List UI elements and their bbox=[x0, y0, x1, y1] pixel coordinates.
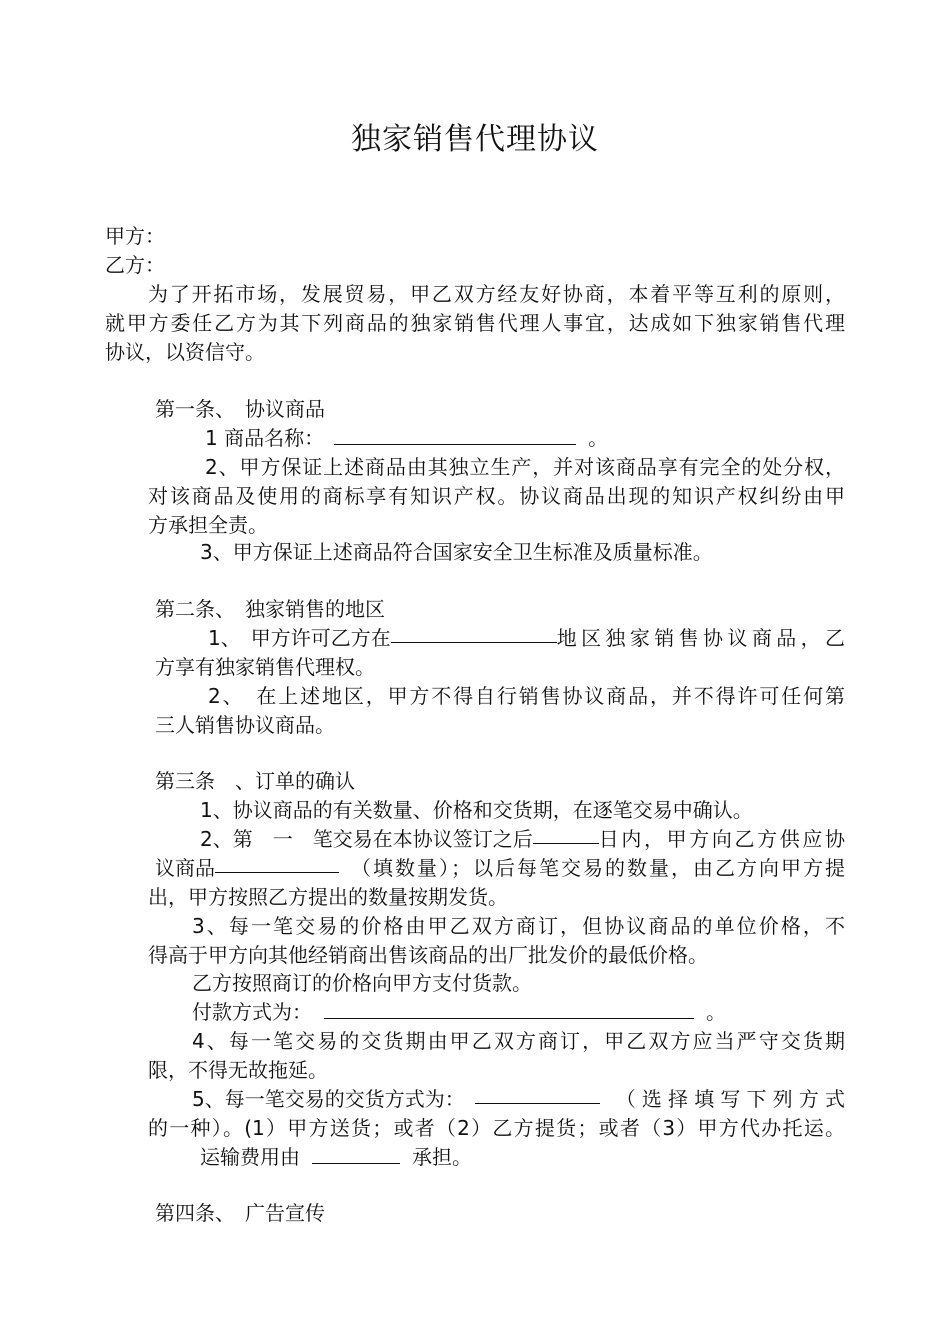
days-blank bbox=[533, 825, 599, 844]
article-1-item-1-text: 1 商品名称： bbox=[205, 426, 325, 450]
article-3-heading: 第三条 、订单的确认 bbox=[155, 769, 355, 793]
article-3-item-5-line-2: 的一种）。(1）甲方送货；或者（2）乙方提货；或者（3）甲方代办托运。 bbox=[148, 1116, 845, 1140]
quantity-blank bbox=[215, 854, 339, 873]
region-blank bbox=[391, 624, 557, 643]
delivery-method-blank bbox=[475, 1085, 600, 1104]
article-1-item-2-line-2: 对该商品及使用的商标享有知识产权。协议商品出现的知识产权纠纷由甲 bbox=[148, 484, 845, 508]
article-2-item-2-line-2: 三人销售协议商品。 bbox=[155, 713, 335, 737]
freight-text: 运输费用由 bbox=[200, 1145, 300, 1169]
article-3-item-2-line-1 bbox=[200, 825, 845, 853]
article-2-item-1-line-2: 方享有独家销售代理权。 bbox=[155, 655, 375, 679]
payment-method-end: 。 bbox=[706, 1000, 726, 1024]
article-2-item-2-line-1: 2、 在上述地区，甲方不得自行销售协议商品，并不得许可任何第 bbox=[208, 684, 845, 708]
article-3-item-5-line-1 bbox=[192, 1085, 845, 1113]
payment-note: 乙方按照商订的价格向甲方支付货款。 bbox=[192, 971, 532, 995]
freight-end: 承担。 bbox=[412, 1145, 472, 1169]
payment-method-line bbox=[192, 998, 726, 1026]
intro-line-1: 为了开拓市场，发展贸易，甲乙双方经友好协商，本着平等互利的原则， bbox=[148, 282, 845, 306]
article-3-item-3-line-2: 得高于甲方向其他经销商出售该商品的出厂批发价的最低价格。 bbox=[148, 943, 708, 967]
intro-line-2: 就甲方委任乙方为其下列商品的独家销售代理人事宜，达成如下独家销售代理 bbox=[105, 311, 845, 335]
payment-method-blank bbox=[324, 1000, 694, 1019]
article-3-item-2-line-3: 出，甲方按照乙方提出的数量按期发货。 bbox=[148, 885, 508, 909]
article-3-item-4-line-2: 限，不得无故拖延。 bbox=[148, 1058, 328, 1082]
article-2-item-1-line-1 bbox=[208, 624, 845, 652]
article-3-item-2-l2-end: （填数量）；以后每笔交易的数量，由乙方向甲方提 bbox=[351, 856, 845, 880]
article-1-item-1 bbox=[205, 424, 608, 452]
article-1-item-3: 3、甲方保证上述商品符合国家安全卫生标准及质量标准。 bbox=[200, 540, 713, 564]
freight-payer-blank bbox=[312, 1145, 400, 1164]
intro-line-3: 协议，以资信守。 bbox=[105, 340, 265, 364]
freight-line bbox=[200, 1143, 472, 1171]
article-1-heading: 第一条、 协议商品 bbox=[155, 397, 325, 421]
product-name-blank bbox=[334, 426, 576, 445]
article-3-item-5-text: 5、每一笔交易的交货方式为： bbox=[192, 1087, 465, 1111]
article-3-item-2-text: 2、第 一 笔交易在本协议签订之后 bbox=[200, 827, 533, 851]
party-a-label: 甲方： bbox=[105, 224, 165, 248]
article-3-item-3-line-1: 3、每一笔交易的价格由甲乙双方商订，但协议商品的单位价格，不 bbox=[192, 914, 845, 938]
article-2-item-1-text: 1、 甲方许可乙方在 bbox=[208, 626, 391, 650]
article-1-item-2-line-1: 2、甲方保证上述商品由其独立生产，并对该商品享有完全的处分权， bbox=[205, 455, 845, 479]
payment-method-text: 付款方式为： bbox=[192, 1000, 312, 1024]
article-2-heading: 第二条、 独家销售的地区 bbox=[155, 597, 385, 621]
article-3-item-5-end: （选择填写下列方式 bbox=[615, 1087, 845, 1111]
article-1-item-1-end: 。 bbox=[588, 426, 609, 450]
party-b-label: 乙方： bbox=[105, 253, 165, 277]
article-4-heading: 第四条、 广告宣传 bbox=[155, 1201, 325, 1225]
article-2-item-1-end: 地区独家销售协议商品，乙 bbox=[556, 626, 845, 650]
article-3-item-2-l2-text: 议商品 bbox=[155, 856, 215, 880]
article-3-item-2-end: 日内，甲方向乙方供应协 bbox=[598, 827, 845, 851]
article-1-item-2-line-3: 方承担全责。 bbox=[148, 513, 268, 537]
article-3-item-1: 1、协议商品的有关数量、价格和交货期，在逐笔交易中确认。 bbox=[200, 798, 753, 822]
document-title: 独家销售代理协议 bbox=[351, 122, 599, 157]
article-3-item-4-line-1: 4、每一笔交易的交货期由甲乙双方商订，甲乙双方应当严守交货期 bbox=[192, 1029, 845, 1053]
article-3-item-2-line-2 bbox=[155, 854, 845, 882]
